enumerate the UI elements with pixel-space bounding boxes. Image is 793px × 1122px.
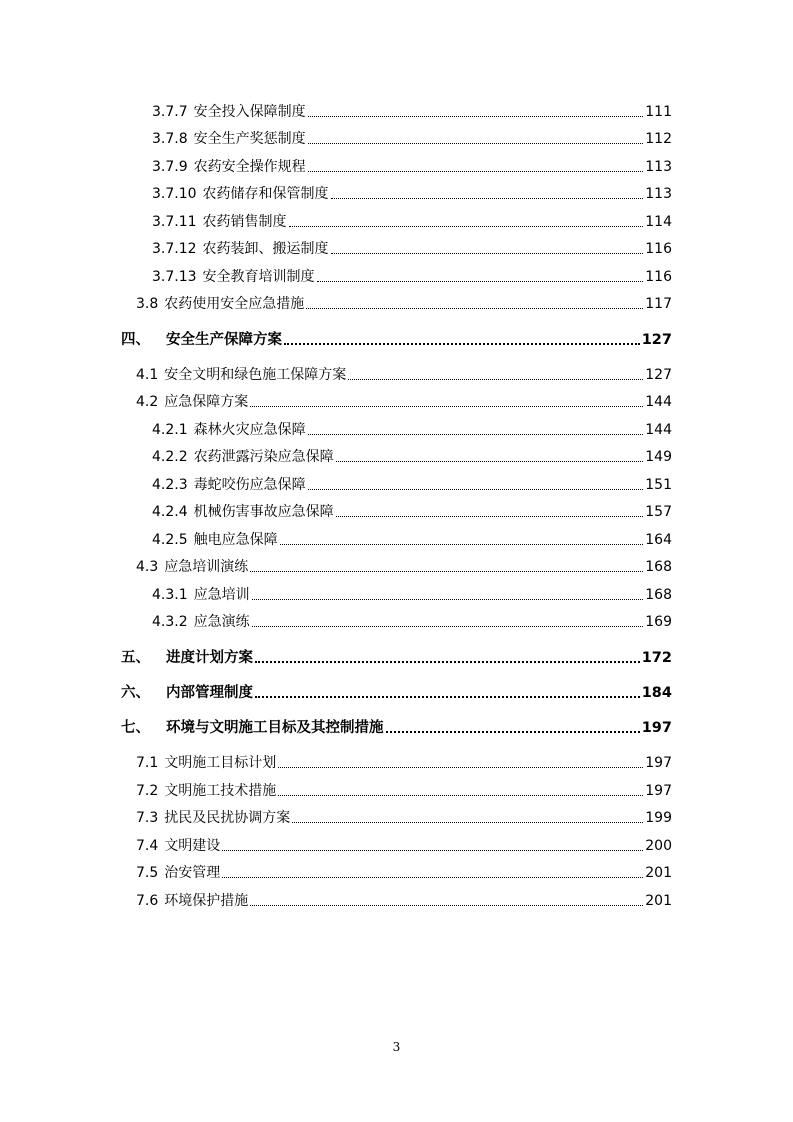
toc-entry-title: 安全生产保障方案 <box>166 332 282 348</box>
toc-dot-leader <box>284 343 640 345</box>
toc-entry-title: 应急培训 <box>193 587 250 603</box>
toc-dot-leader <box>250 406 643 407</box>
toc-entry[interactable] <box>136 391 672 411</box>
toc-entry[interactable] <box>152 211 672 231</box>
toc-dot-leader <box>252 626 644 627</box>
toc-entry-title: 文明施工目标计划 <box>164 755 277 771</box>
toc-entry-title: 进度计划方案 <box>166 650 253 666</box>
toc-entry-title: 安全文明和绿色施工保障方案 <box>164 367 347 383</box>
toc-entry-title: 安全投入保障制度 <box>193 104 306 120</box>
toc-entry-number: 3.7.11 <box>152 214 197 230</box>
toc-entry-title: 农药使用安全应急措施 <box>164 296 305 312</box>
toc-dot-leader <box>280 544 644 545</box>
toc-entry-title: 毒蛇咬伤应急保障 <box>193 477 306 493</box>
toc-entry[interactable] <box>121 682 672 702</box>
toc-entry-title: 环境保护措施 <box>164 893 249 909</box>
toc-entry-number: 3.7.13 <box>152 269 197 285</box>
toc-entry-title: 机械伤害事故应急保障 <box>193 504 334 520</box>
toc-entry-number: 7.4 <box>136 838 159 854</box>
toc-entry-title: 内部管理制度 <box>166 685 253 701</box>
toc-entry-number: 4.3.1 <box>152 587 188 603</box>
toc-entry-page: 197 <box>645 755 672 771</box>
toc-entry-title: 环境与文明施工目标及其控制措施 <box>166 720 384 736</box>
toc-entry-page: 172 <box>641 650 672 666</box>
toc-entry-number: 4.2.1 <box>152 422 188 438</box>
toc-entry-number: 3.7.10 <box>152 186 197 202</box>
toc-entry-number: 7.6 <box>136 893 159 909</box>
toc-entry-number: 五、 <box>121 650 150 666</box>
toc-dot-leader <box>308 116 644 117</box>
toc-dot-leader <box>255 661 640 663</box>
toc-entry[interactable] <box>152 238 672 258</box>
toc-entry[interactable] <box>152 584 672 604</box>
toc-entry[interactable] <box>136 556 672 576</box>
toc-entry-number: 四、 <box>121 332 150 348</box>
toc-entry[interactable] <box>136 890 672 910</box>
toc-entry-title: 农药泄露污染应急保障 <box>193 449 334 465</box>
toc-entry[interactable] <box>152 183 672 203</box>
toc-dot-leader <box>308 171 644 172</box>
toc-entry-number: 3.7.7 <box>152 104 188 120</box>
toc-entry-page: 149 <box>645 449 672 465</box>
toc-entry[interactable] <box>152 611 672 631</box>
toc-entry[interactable] <box>136 293 672 313</box>
toc-entry-number: 4.2 <box>136 394 159 410</box>
toc-entry-title: 安全生产奖惩制度 <box>193 131 306 147</box>
toc-dot-leader <box>308 143 644 144</box>
toc-entry-number: 4.2.4 <box>152 504 188 520</box>
toc-entry-title: 农药储存和保管制度 <box>202 186 329 202</box>
toc-entry-page: 157 <box>645 504 672 520</box>
toc-entry-page: 144 <box>645 422 672 438</box>
toc-entry-number: 七、 <box>121 720 150 736</box>
toc-dot-leader <box>317 281 644 282</box>
toc-entry[interactable] <box>121 647 672 667</box>
toc-entry-page: 113 <box>645 159 672 175</box>
toc-entry-title: 森林火灾应急保障 <box>193 422 306 438</box>
toc-dot-leader <box>222 877 643 878</box>
toc-dot-leader <box>308 434 644 435</box>
toc-entry[interactable] <box>136 752 672 772</box>
toc-entry-page: 168 <box>645 559 672 575</box>
toc-entry-number: 六、 <box>121 685 150 701</box>
toc-entry[interactable] <box>121 329 672 349</box>
toc-dot-leader <box>348 379 643 380</box>
toc-entry[interactable] <box>136 807 672 827</box>
toc-entry-page: 164 <box>645 532 672 548</box>
toc-entry-title: 农药安全操作规程 <box>193 159 306 175</box>
toc-entry-title: 文明施工技术措施 <box>164 783 277 799</box>
toc-entry-page: 151 <box>645 477 672 493</box>
toc-dot-leader <box>308 489 644 490</box>
toc-entry-number: 7.1 <box>136 755 159 771</box>
toc-dot-leader <box>222 850 643 851</box>
toc-entry-title: 应急演练 <box>193 614 250 630</box>
toc-entry-number: 7.3 <box>136 810 159 826</box>
toc-dot-leader <box>336 461 644 462</box>
toc-entry-page: 111 <box>645 104 672 120</box>
toc-entry-title: 治安管理 <box>164 865 221 881</box>
toc-entry-page: 112 <box>645 131 672 147</box>
toc-entry-page: 116 <box>645 241 672 257</box>
toc-entry[interactable] <box>136 835 672 855</box>
toc-entry-page: 199 <box>645 810 672 826</box>
toc-dot-leader <box>250 905 643 906</box>
toc-entry-page: 116 <box>645 269 672 285</box>
toc-entry-title: 农药销售制度 <box>202 214 287 230</box>
toc-entry-title: 应急培训演练 <box>164 559 249 575</box>
toc-entry-number: 3.7.8 <box>152 131 188 147</box>
toc-entry[interactable] <box>152 156 672 176</box>
toc-entry-title: 文明建设 <box>164 838 221 854</box>
toc-entry-title: 安全教育培训制度 <box>202 269 315 285</box>
toc-entry[interactable] <box>152 529 672 549</box>
toc-entry-page: 113 <box>645 186 672 202</box>
toc-entry-number: 4.3 <box>136 559 159 575</box>
toc-entry-page: 200 <box>645 838 672 854</box>
toc-dot-leader <box>306 308 643 309</box>
toc-entry-number: 4.1 <box>136 367 159 383</box>
toc-entry[interactable] <box>136 364 672 384</box>
toc-dot-leader <box>336 516 644 517</box>
toc-entry-number: 4.2.2 <box>152 449 188 465</box>
toc-entry-page: 127 <box>641 332 672 348</box>
toc-entry[interactable] <box>152 101 672 121</box>
toc-entry-number: 4.2.3 <box>152 477 188 493</box>
toc-entry-page: 184 <box>641 685 672 701</box>
toc-entry[interactable] <box>152 501 672 521</box>
toc-entry-number: 3.7.9 <box>152 159 188 175</box>
toc-entry-page: 144 <box>645 394 672 410</box>
toc-entry[interactable] <box>136 862 672 882</box>
toc-entry-page: 169 <box>645 614 672 630</box>
toc-dot-leader <box>386 731 640 733</box>
toc-entry-title: 农药装卸、搬运制度 <box>202 241 329 257</box>
toc-dot-leader <box>278 795 643 796</box>
toc-entry-page: 197 <box>641 720 672 736</box>
toc-dot-leader <box>255 696 640 698</box>
toc-dot-leader <box>250 571 643 572</box>
toc-entry-title: 触电应急保障 <box>193 532 278 548</box>
toc-entry-page: 127 <box>645 367 672 383</box>
toc-entry[interactable] <box>152 474 672 494</box>
toc-dot-leader <box>331 253 644 254</box>
toc-entry-number: 4.3.2 <box>152 614 188 630</box>
toc-dot-leader <box>289 226 644 227</box>
toc-dot-leader <box>278 767 643 768</box>
toc-entry-number: 7.5 <box>136 865 159 881</box>
toc-entry[interactable] <box>152 446 672 466</box>
toc-entry[interactable] <box>121 717 672 737</box>
toc-dot-leader <box>252 599 644 600</box>
toc-entry-number: 3.8 <box>136 296 159 312</box>
toc-entry-page: 117 <box>645 296 672 312</box>
toc-entry-page: 114 <box>645 214 672 230</box>
toc-entry-title: 扰民及民扰协调方案 <box>164 810 291 826</box>
toc-dot-leader <box>331 198 644 199</box>
toc-entry-number: 7.2 <box>136 783 159 799</box>
toc-dot-leader <box>292 822 643 823</box>
toc-entry-page: 201 <box>645 865 672 881</box>
toc-entry-number: 3.7.12 <box>152 241 197 257</box>
toc-entry[interactable] <box>136 780 672 800</box>
toc-entry[interactable] <box>152 419 672 439</box>
toc-entry-title: 应急保障方案 <box>164 394 249 410</box>
toc-entry-page: 201 <box>645 893 672 909</box>
toc-entry[interactable] <box>152 266 672 286</box>
page-number: 3 <box>392 1040 401 1054</box>
toc-entry-page: 168 <box>645 587 672 603</box>
toc-entry-number: 4.2.5 <box>152 532 188 548</box>
toc-entry-page: 197 <box>645 783 672 799</box>
toc-entry[interactable] <box>152 128 672 148</box>
